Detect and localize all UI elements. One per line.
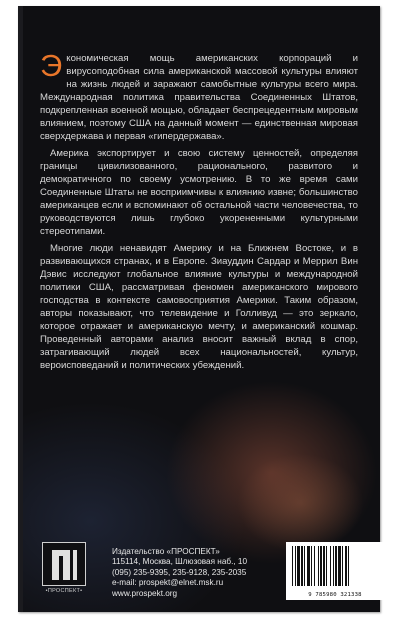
- barcode-stripe: [301, 546, 303, 586]
- barcode-stripe: [342, 546, 343, 586]
- book-back-cover: [18, 6, 380, 612]
- publisher-email: e-mail: prospekt@elnet.msk.ru: [112, 578, 224, 588]
- logo-caption: •ПРОСПЕКТ•: [45, 588, 83, 594]
- barcode-stripe: [320, 546, 322, 586]
- barcode-stripe: [338, 546, 341, 586]
- barcode-stripe: [311, 546, 312, 586]
- barcode-icon: [286, 542, 384, 592]
- barcode-stripe: [326, 546, 327, 586]
- publisher-name: Издательство «ПРОСПЕКТ»: [112, 547, 220, 556]
- barcode-digits: 9 785980 321338: [308, 592, 362, 598]
- barcode-stripe: [295, 546, 296, 586]
- paragraph-3: Многие люди ненавидят Америку и на Ближнем Востоке, и в развивающихся странах, и в Европе. Зиауддин Сардар и Меррил Вин Дэвис исследуют глобальное влияние культуры и международной политики США, рассматривая феномен американского мирового господства в контексте самовосприятия Америки. Таким образом, авторы показывают, что телевидение и Голливуд — это зеркало, которое отражает и американскую мечту, и американский кошмар. Проведенный авторами анализ вносит важный вклад в спор, затрагивающий людей всех национальностей, культур, вероисповеданий и политических убеждений.: [40, 243, 358, 371]
- barcode-stripe: [335, 546, 337, 586]
- barcode-stripe: [348, 546, 349, 586]
- barcode-stripe: [304, 546, 305, 586]
- isbn-barcode: [286, 542, 384, 600]
- barcode-stripe: [323, 546, 325, 586]
- barcode-stripe: [330, 546, 331, 586]
- barcode-stripe: [297, 546, 300, 586]
- publisher-info: [112, 547, 247, 599]
- barcode-stripe: [345, 546, 347, 586]
- drop-cap: Э: [40, 48, 63, 83]
- barcode-stripe: [292, 546, 293, 586]
- paragraph-1: [40, 48, 358, 143]
- paragraph-2: Америка экспортирует и свою систему ценностей, определяя границы цивилизованного, рационального, развитого и демократичного по своему усмотрению. В то же время сами Соединенные Штаты не восприимчивы к влиянию извне; большинство американцев если и вспоминают об остальной части человечества, то руководствуются лишь глубоко укорененными культурными стереотипами.: [40, 148, 358, 237]
- barcode-stripe: [333, 546, 334, 586]
- barcode-stripe: [307, 546, 310, 586]
- publisher-website: www.prospekt.org: [112, 588, 178, 598]
- paragraph-1-text: кономическая мощь американских корпораций и вирусоподобная сила американской массовой культуры влияют на жизнь людей и заражают самобытные культуры всего мира. Международная политика правительства Соединенных Штатов, подкрепленная военной мощью, обладает беспрецедентным мировым влиянием, поэтому США на данный момент — единственная мировая сверхдержава и первая «гипердержава».: [40, 53, 358, 142]
- cover-spine-edge: [18, 6, 23, 612]
- barcode-stripe: [314, 546, 315, 586]
- publisher-address: 115114, Москва, Шлюзовая наб., 10: [112, 557, 248, 567]
- publisher-phones: (095) 235-9395, 235-9128, 235-2035: [112, 567, 247, 577]
- barcode-stripe: [318, 546, 319, 586]
- prospekt-logo-icon: [43, 543, 85, 585]
- publisher-logo: [42, 542, 86, 586]
- annotation-text: [40, 48, 358, 376]
